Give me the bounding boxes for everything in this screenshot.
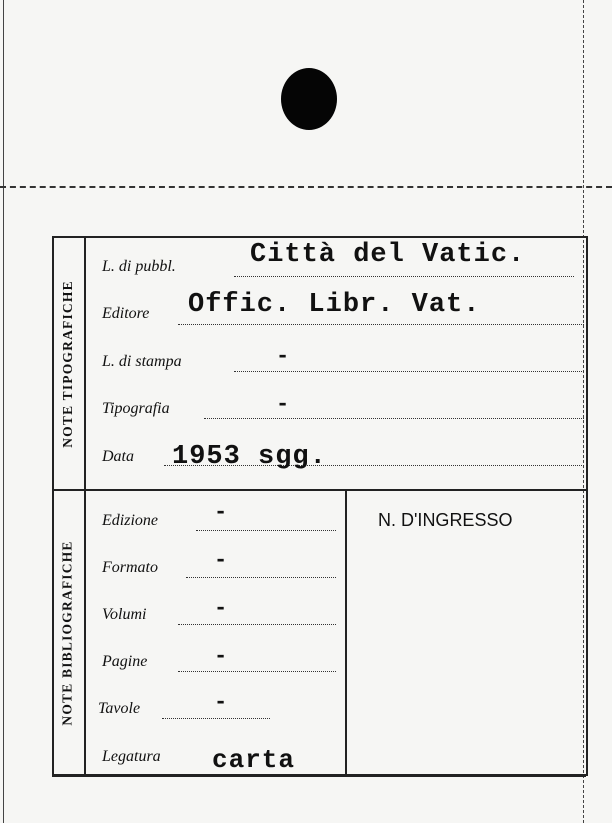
value-tipografia: - <box>276 392 290 417</box>
value-editore: Offic. Libr. Vat. <box>188 290 481 320</box>
field-line <box>204 418 584 419</box>
card-bottom-rule <box>52 775 586 777</box>
label-tavole: Tavole <box>98 700 141 717</box>
side-column-rule <box>84 238 86 774</box>
ingresso-divider <box>345 489 347 774</box>
field-line <box>178 324 584 325</box>
label-luogo-pubblicazione: L. di pubbl. <box>102 258 176 275</box>
value-formato: - <box>214 548 228 573</box>
label-edizione: Edizione <box>102 512 158 529</box>
value-legatura: carta <box>212 745 296 775</box>
value-data: 1953 sgg. <box>172 442 327 472</box>
value-luogo-pubblicazione: Città del Vatic. <box>250 240 526 270</box>
fold-line <box>0 186 612 188</box>
numero-ingresso-label: N. D'INGRESSO <box>378 510 513 530</box>
punch-hole <box>281 68 337 130</box>
card-left-edge <box>3 0 4 823</box>
value-pagine: - <box>214 644 228 669</box>
label-pagine: Pagine <box>102 653 148 670</box>
label-luogo-stampa: L. di stampa <box>102 353 182 370</box>
value-luogo-stampa: - <box>276 344 290 369</box>
label-legatura: Legatura <box>102 748 161 765</box>
field-line <box>196 530 336 531</box>
value-edizione: - <box>214 500 228 525</box>
field-line <box>234 371 584 372</box>
label-data: Data <box>102 448 134 465</box>
label-volumi: Volumi <box>102 606 147 623</box>
label-editore: Editore <box>102 305 150 322</box>
catalog-card-form <box>52 236 588 776</box>
field-line <box>178 671 336 672</box>
section-divider <box>54 489 588 491</box>
value-volumi: - <box>214 596 228 621</box>
label-tipografia: Tipografia <box>102 400 170 417</box>
value-tavole: - <box>214 690 228 715</box>
note-tipografiche-heading: NOTE TIPOGRAFICHE <box>60 279 75 448</box>
label-formato: Formato <box>102 559 158 576</box>
field-line <box>162 718 270 719</box>
field-line <box>234 276 574 277</box>
field-line <box>178 624 336 625</box>
note-bibliografiche-heading: NOTE BIBLIOGRAFICHE <box>60 539 75 726</box>
field-line <box>186 577 336 578</box>
